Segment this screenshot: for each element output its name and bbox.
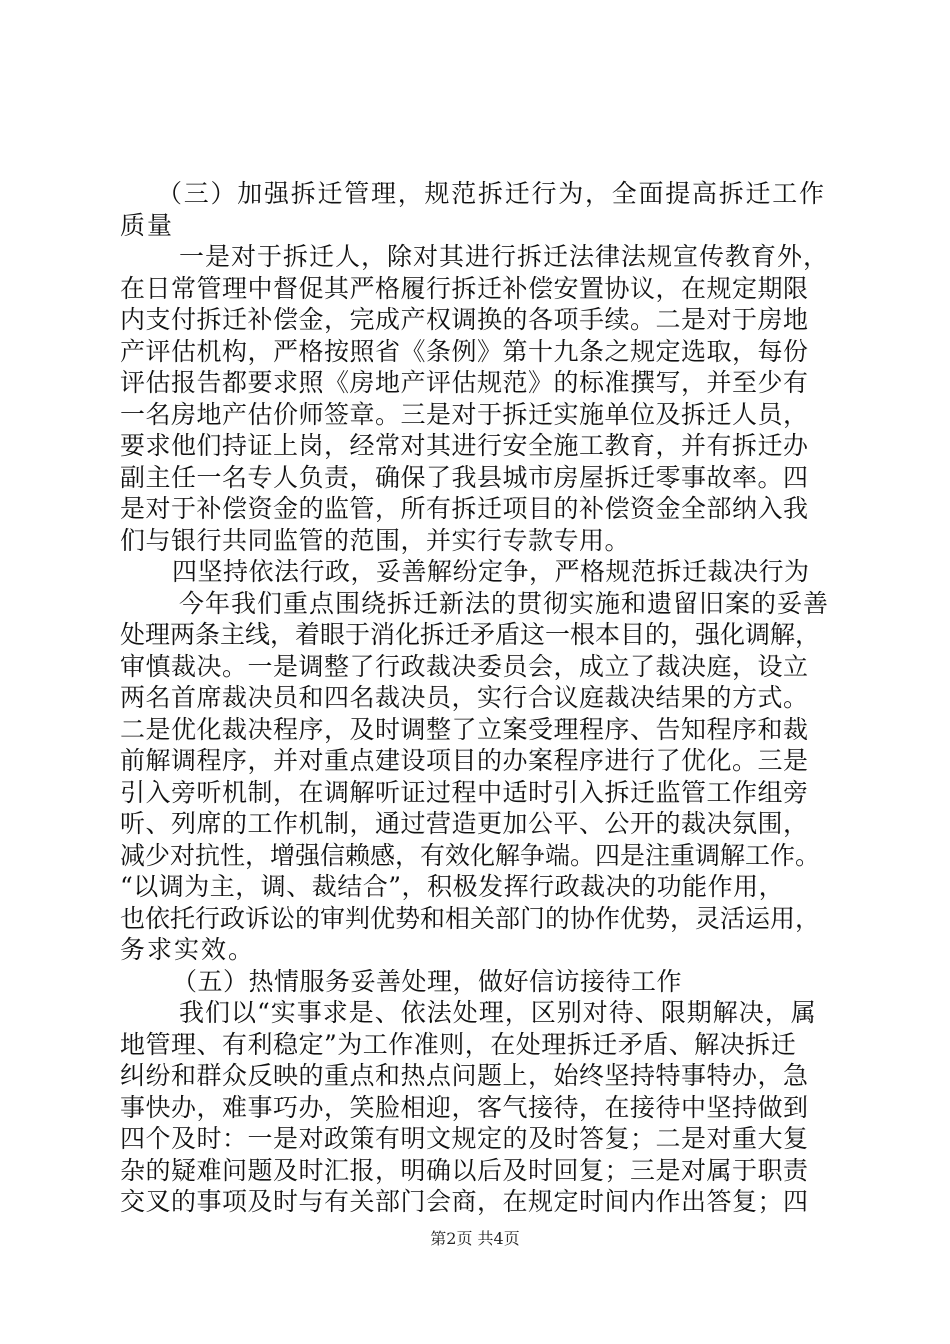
text-line-14: 今年我们重点围绕拆迁新法的贯彻实施和遗留旧案的妥善: [179, 588, 830, 618]
page-footer: 第2页 共4页: [430, 1228, 520, 1248]
text-line-9: 要求他们持证上岗，经常对其进行安全施工教育，并有拆迁办: [120, 431, 809, 460]
text-line-20: 引入旁听机制，在调解听证过程中适时引入拆迁监管工作组旁: [120, 777, 809, 807]
text-line-27: 我们以“实事求是、依法处理，区别对待、限期解决，属: [179, 998, 817, 1027]
text-line-10: 副主任一名专人负责，确保了我县城市房屋拆迁零事故率。四: [120, 462, 809, 492]
text-line-2: 质量: [120, 210, 175, 240]
text-line-6: 产评估机构，严格按照省《条例》第十九条之规定选取，每份: [120, 336, 809, 366]
text-line-17: 两名首席裁决员和四名裁决员，实行合议庭裁决结果的方式。: [120, 683, 809, 712]
text-line-21: 听、列席的工作机制，通过营造更加公平、公开的裁决氛围，: [120, 809, 809, 838]
text-line-19: 前解调程序，并对重点建设项目的办案程序进行了优化。三是: [120, 746, 809, 775]
text-line-13: 四坚持依法行政，妥善解纷定争，严格规范拆迁裁决行为: [172, 557, 810, 586]
text-line-25: 务求实效。: [120, 935, 256, 964]
text-line-16: 审慎裁决。一是调整了行政裁决委员会，成立了裁决庭，设立: [120, 651, 809, 681]
text-line-26: （五）热情服务妥善处理，做好信访接待工作: [172, 966, 683, 996]
text-line-1: （三）加强拆迁管理，规范拆迁行为，全面提高拆迁工作: [157, 179, 826, 208]
text-line-12: 们与银行共同监管的范围，并实行专款专用。: [120, 525, 631, 555]
text-line-24: 也依托行政诉讼的审判优势和相关部门的协作优势，灵活运用，: [120, 903, 821, 933]
text-line-28: 地管理、有利稳定”为工作准则，在处理拆迁矛盾、解决拆迁: [120, 1029, 797, 1059]
text-line-32: 杂的疑难问题及时汇报，明确以后及时回复；三是对属于职责: [120, 1155, 809, 1185]
text-line-3: 一是对于拆迁人，除对其进行拆迁法律法规宣传教育外，: [179, 242, 830, 271]
text-line-15: 处理两条主线，着眼于消化拆迁矛盾这一根本目的，强化调解，: [120, 620, 821, 649]
text-line-11: 是对于补偿资金的监管，所有拆迁项目的补偿资金全部纳入我: [120, 494, 809, 523]
text-line-18: 二是优化裁决程序，及时调整了立案受理程序、告知程序和裁: [120, 714, 809, 744]
text-line-30: 事快办，难事巧办，笑脸相迎，客气接待，在接待中坚持做到: [120, 1092, 809, 1122]
text-line-29: 纠纷和群众反映的重点和热点问题上，始终坚持特事特办，急: [120, 1061, 809, 1090]
text-line-23: “以调为主，调、裁结合”，积极发挥行政裁决的功能作用，: [120, 872, 785, 901]
text-line-8: 一名房地产估价师签章。三是对于拆迁实施单位及拆迁人员，: [120, 399, 809, 429]
text-line-7: 评估报告都要求照《房地产评估规范》的标准撰写，并至少有: [120, 368, 809, 397]
text-line-22: 减少对抗性，增强信赖感，有效化解争端。四是注重调解工作。: [120, 840, 821, 870]
text-line-5: 内支付拆迁补偿金，完成产权调换的各项手续。二是对于房地: [120, 305, 809, 334]
text-line-4: 在日常管理中督促其严格履行拆迁补偿安置协议，在规定期限: [120, 273, 809, 303]
text-line-31: 四个及时：一是对政策有明文规定的及时答复；二是对重大复: [120, 1124, 809, 1153]
text-line-33: 交叉的事项及时与有关部门会商，在规定时间内作出答复；四: [120, 1187, 809, 1216]
